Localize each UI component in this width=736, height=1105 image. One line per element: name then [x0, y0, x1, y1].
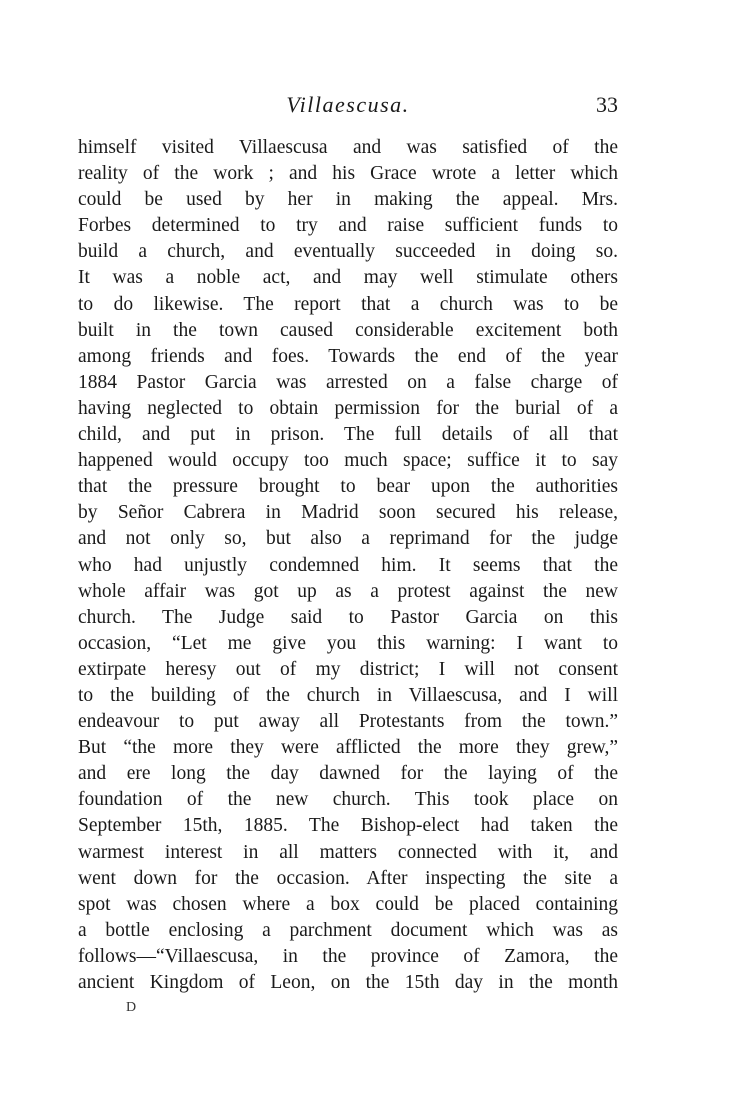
page-header	[78, 92, 618, 126]
text-line: Forbes determined to try and raise sufficient funds to	[78, 215, 618, 237]
text-line: among friends and foes. Towards the end of the year	[78, 345, 618, 367]
text-line: endeavour to put away all Protestants from the town.”	[78, 711, 618, 733]
text-line: warmest interest in all matters connected with it, and	[78, 841, 618, 863]
text-line: having neglected to obtain permission for the burial of a	[78, 397, 618, 419]
text-line: could be used by her in making the appeal. Mrs.	[78, 189, 618, 211]
text-line: It was a noble act, and may well stimulate others	[78, 267, 618, 289]
text-line: who had unjustly condemned him. It seems that the	[78, 554, 618, 576]
text-line: that the pressure brought to bear upon the authorities	[78, 476, 618, 498]
text-line: But “the more they were afflicted the more they grew,”	[78, 737, 618, 759]
text-line: spot was chosen where a box could be placed containing	[78, 893, 618, 915]
text-line: went down for the occasion. After inspecting the site a	[78, 867, 618, 889]
page-number: 33	[596, 92, 618, 117]
running-title: Villaescusa.	[286, 92, 410, 117]
text-line: by Señor Cabrera in Madrid soon secured his release,	[78, 502, 618, 524]
text-line: to do likewise. The report that a church was to be	[78, 293, 618, 315]
body-text	[78, 135, 618, 996]
text-line: September 15th, 1885. The Bishop-elect had taken the	[78, 815, 618, 837]
text-line: himself visited Villaescusa and was satisfied of the	[78, 137, 618, 158]
text-line: built in the town caused considerable excitement both	[78, 319, 618, 341]
text-line: to the building of the church in Villaescusa, and I will	[78, 684, 618, 706]
text-line: foundation of the new church. This took place on	[78, 789, 618, 811]
text-line: reality of the work ; and his Grace wrote a letter which	[78, 163, 618, 185]
text-line: and ere long the day dawned for the laying of the	[78, 763, 618, 785]
text-line: happened would occupy too much space; suffice it to say	[78, 450, 618, 472]
text-line: child, and put in prison. The full details of all that	[78, 424, 618, 446]
text-line: extirpate heresy out of my district; I will not consent	[78, 658, 618, 680]
signature-mark: D	[126, 1000, 137, 1015]
text-line: follows—“Villaescusa, in the province of Zamora, the	[78, 945, 618, 967]
text-line: 1884 Pastor Garcia was arrested on a false charge of	[78, 371, 618, 393]
text-line: whole affair was got up as a protest against the new	[78, 580, 618, 602]
text-line: occasion, “Let me give you this warning: I want to	[78, 632, 618, 654]
text-line: and not only so, but also a reprimand for the judge	[78, 528, 618, 550]
text-line: build a church, and eventually succeeded in doing so.	[78, 241, 618, 263]
text-line: ancient Kingdom of Leon, on the 15th day in the month	[78, 972, 618, 993]
text-line: a bottle enclosing a parchment document which was as	[78, 919, 618, 941]
text-line: church. The Judge said to Pastor Garcia on this	[78, 606, 618, 628]
